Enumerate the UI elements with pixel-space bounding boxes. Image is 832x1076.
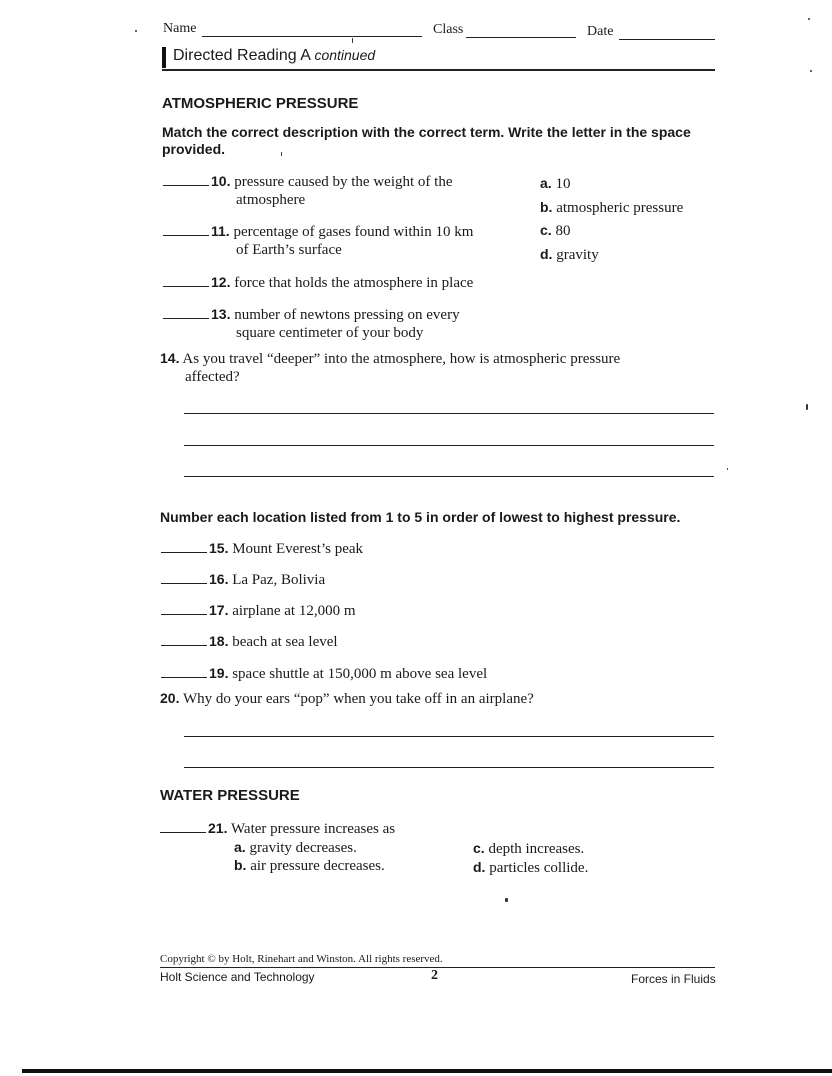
scan-edge-line bbox=[22, 1069, 832, 1073]
chapter-title: Forces in Fluids bbox=[631, 972, 716, 986]
matching-instructions: Match the correct description with the correct term. Write the letter in the space provided. bbox=[162, 124, 691, 157]
answer-blank-15[interactable] bbox=[161, 541, 207, 553]
question-text: Mount Everest’s peak bbox=[232, 541, 364, 557]
question-number: 12. bbox=[211, 274, 231, 290]
question-10 bbox=[163, 172, 523, 209]
question-text-cont: of Earth’s surface bbox=[236, 242, 342, 258]
question-text: force that holds the atmosphere in place bbox=[234, 275, 474, 291]
choice-letter: a. bbox=[540, 175, 552, 191]
question-number: 20. bbox=[160, 690, 180, 706]
answer-blank-16[interactable] bbox=[161, 572, 207, 584]
page-title-suffix: continued bbox=[314, 47, 376, 63]
scan-speck bbox=[281, 152, 282, 156]
book-title: Holt Science and Technology bbox=[160, 970, 315, 984]
question-text: pressure caused by the weight of the bbox=[234, 174, 453, 190]
question-text-cont: atmosphere bbox=[236, 192, 306, 208]
scan-speck bbox=[810, 70, 812, 72]
answer-line-14-2[interactable] bbox=[184, 445, 714, 446]
question-18 bbox=[161, 632, 338, 651]
question-20 bbox=[160, 689, 720, 708]
answer-blank-19[interactable] bbox=[161, 666, 207, 678]
choice-letter: d. bbox=[540, 246, 553, 262]
class-label: Class bbox=[433, 22, 464, 37]
answer-blank-17[interactable] bbox=[161, 603, 207, 615]
date-field[interactable] bbox=[619, 39, 715, 40]
question-text: Water pressure increases as bbox=[230, 821, 396, 837]
question-text: Why do your ears “pop” when you take off in an airplane? bbox=[182, 691, 534, 707]
choice-21d bbox=[473, 858, 588, 877]
question-text: La Paz, Bolivia bbox=[232, 572, 326, 588]
question-text: As you travel “deeper” into the atmosphere, how is atmospheric pressure bbox=[182, 351, 621, 367]
answer-blank-12[interactable] bbox=[163, 275, 209, 287]
question-21 bbox=[160, 819, 395, 838]
choice-21b bbox=[234, 856, 385, 875]
scan-speck bbox=[352, 38, 353, 43]
choice-c bbox=[540, 221, 570, 240]
choice-letter: a. bbox=[234, 839, 246, 855]
question-number: 21. bbox=[208, 820, 228, 836]
choice-21c bbox=[473, 839, 584, 858]
question-15 bbox=[161, 539, 363, 558]
question-text: percentage of gases found within 10 km bbox=[233, 224, 474, 240]
question-11 bbox=[163, 222, 523, 259]
question-number: 10. bbox=[211, 173, 231, 189]
question-16 bbox=[161, 570, 325, 589]
question-19 bbox=[161, 664, 487, 683]
question-number: 16. bbox=[209, 571, 229, 587]
page-title-text: Directed Reading A bbox=[173, 47, 310, 64]
ordering-instructions: Number each location listed from 1 to 5 in order of lowest to highest pressure. bbox=[160, 509, 681, 525]
choice-text: atmospheric pressure bbox=[556, 200, 684, 216]
choice-text: particles collide. bbox=[489, 860, 589, 876]
question-text: space shuttle at 150,000 m above sea level bbox=[232, 666, 488, 682]
answer-blank-18[interactable] bbox=[161, 634, 207, 646]
question-14 bbox=[160, 349, 720, 386]
answer-line-20-1[interactable] bbox=[184, 736, 714, 737]
choice-letter: c. bbox=[473, 840, 485, 856]
section-heading-atmospheric: ATMOSPHERIC PRESSURE bbox=[162, 95, 359, 112]
answer-line-14-1[interactable] bbox=[184, 413, 714, 414]
choice-b bbox=[540, 198, 683, 217]
choice-letter: b. bbox=[234, 857, 247, 873]
question-17 bbox=[161, 601, 356, 620]
class-field[interactable] bbox=[466, 37, 576, 38]
question-text: number of newtons pressing on every bbox=[234, 307, 460, 323]
answer-blank-13[interactable] bbox=[163, 307, 209, 319]
question-text-cont: square centimeter of your body bbox=[236, 325, 424, 341]
scan-speck bbox=[505, 898, 508, 902]
scan-speck bbox=[727, 468, 728, 470]
question-number: 18. bbox=[209, 633, 229, 649]
choice-text: 80 bbox=[555, 223, 571, 239]
question-text: beach at sea level bbox=[232, 634, 338, 650]
title-bar-accent bbox=[162, 47, 166, 68]
answer-blank-11[interactable] bbox=[163, 224, 209, 236]
choice-a bbox=[540, 174, 570, 193]
question-12 bbox=[163, 273, 543, 292]
choice-letter: d. bbox=[473, 859, 486, 875]
date-label: Date bbox=[587, 24, 614, 39]
question-number: 15. bbox=[209, 540, 229, 556]
question-number: 19. bbox=[209, 665, 229, 681]
question-13 bbox=[163, 305, 523, 342]
choice-text: gravity bbox=[556, 247, 599, 263]
question-number: 14. bbox=[160, 350, 180, 366]
choice-text: air pressure decreases. bbox=[250, 858, 385, 874]
choice-text: gravity decreases. bbox=[249, 840, 357, 856]
name-label: Name bbox=[163, 21, 197, 36]
choice-letter: c. bbox=[540, 222, 552, 238]
question-text-cont: affected? bbox=[185, 369, 240, 385]
name-field[interactable] bbox=[202, 36, 422, 37]
answer-line-20-2[interactable] bbox=[184, 767, 714, 768]
scan-speck bbox=[135, 30, 137, 32]
question-number: 13. bbox=[211, 306, 231, 322]
question-number: 17. bbox=[209, 602, 229, 618]
answer-blank-21[interactable] bbox=[160, 821, 206, 833]
answer-line-14-3[interactable] bbox=[184, 476, 714, 477]
scan-speck bbox=[808, 18, 810, 20]
choice-letter: b. bbox=[540, 199, 553, 215]
choice-text: depth increases. bbox=[488, 841, 585, 857]
copyright: Copyright © by Holt, Rinehart and Winston. All rights reserved. bbox=[160, 953, 443, 965]
choice-text: 10 bbox=[555, 176, 571, 192]
choice-21a bbox=[234, 838, 357, 857]
question-number: 11. bbox=[211, 223, 230, 239]
question-text: airplane at 12,000 m bbox=[232, 603, 356, 619]
answer-blank-10[interactable] bbox=[163, 174, 209, 186]
page-number: 2 bbox=[431, 968, 438, 983]
scan-speck bbox=[806, 404, 808, 410]
page-title bbox=[173, 47, 375, 65]
choice-d bbox=[540, 245, 599, 264]
title-underline bbox=[162, 69, 715, 71]
section-heading-water: WATER PRESSURE bbox=[160, 787, 300, 804]
